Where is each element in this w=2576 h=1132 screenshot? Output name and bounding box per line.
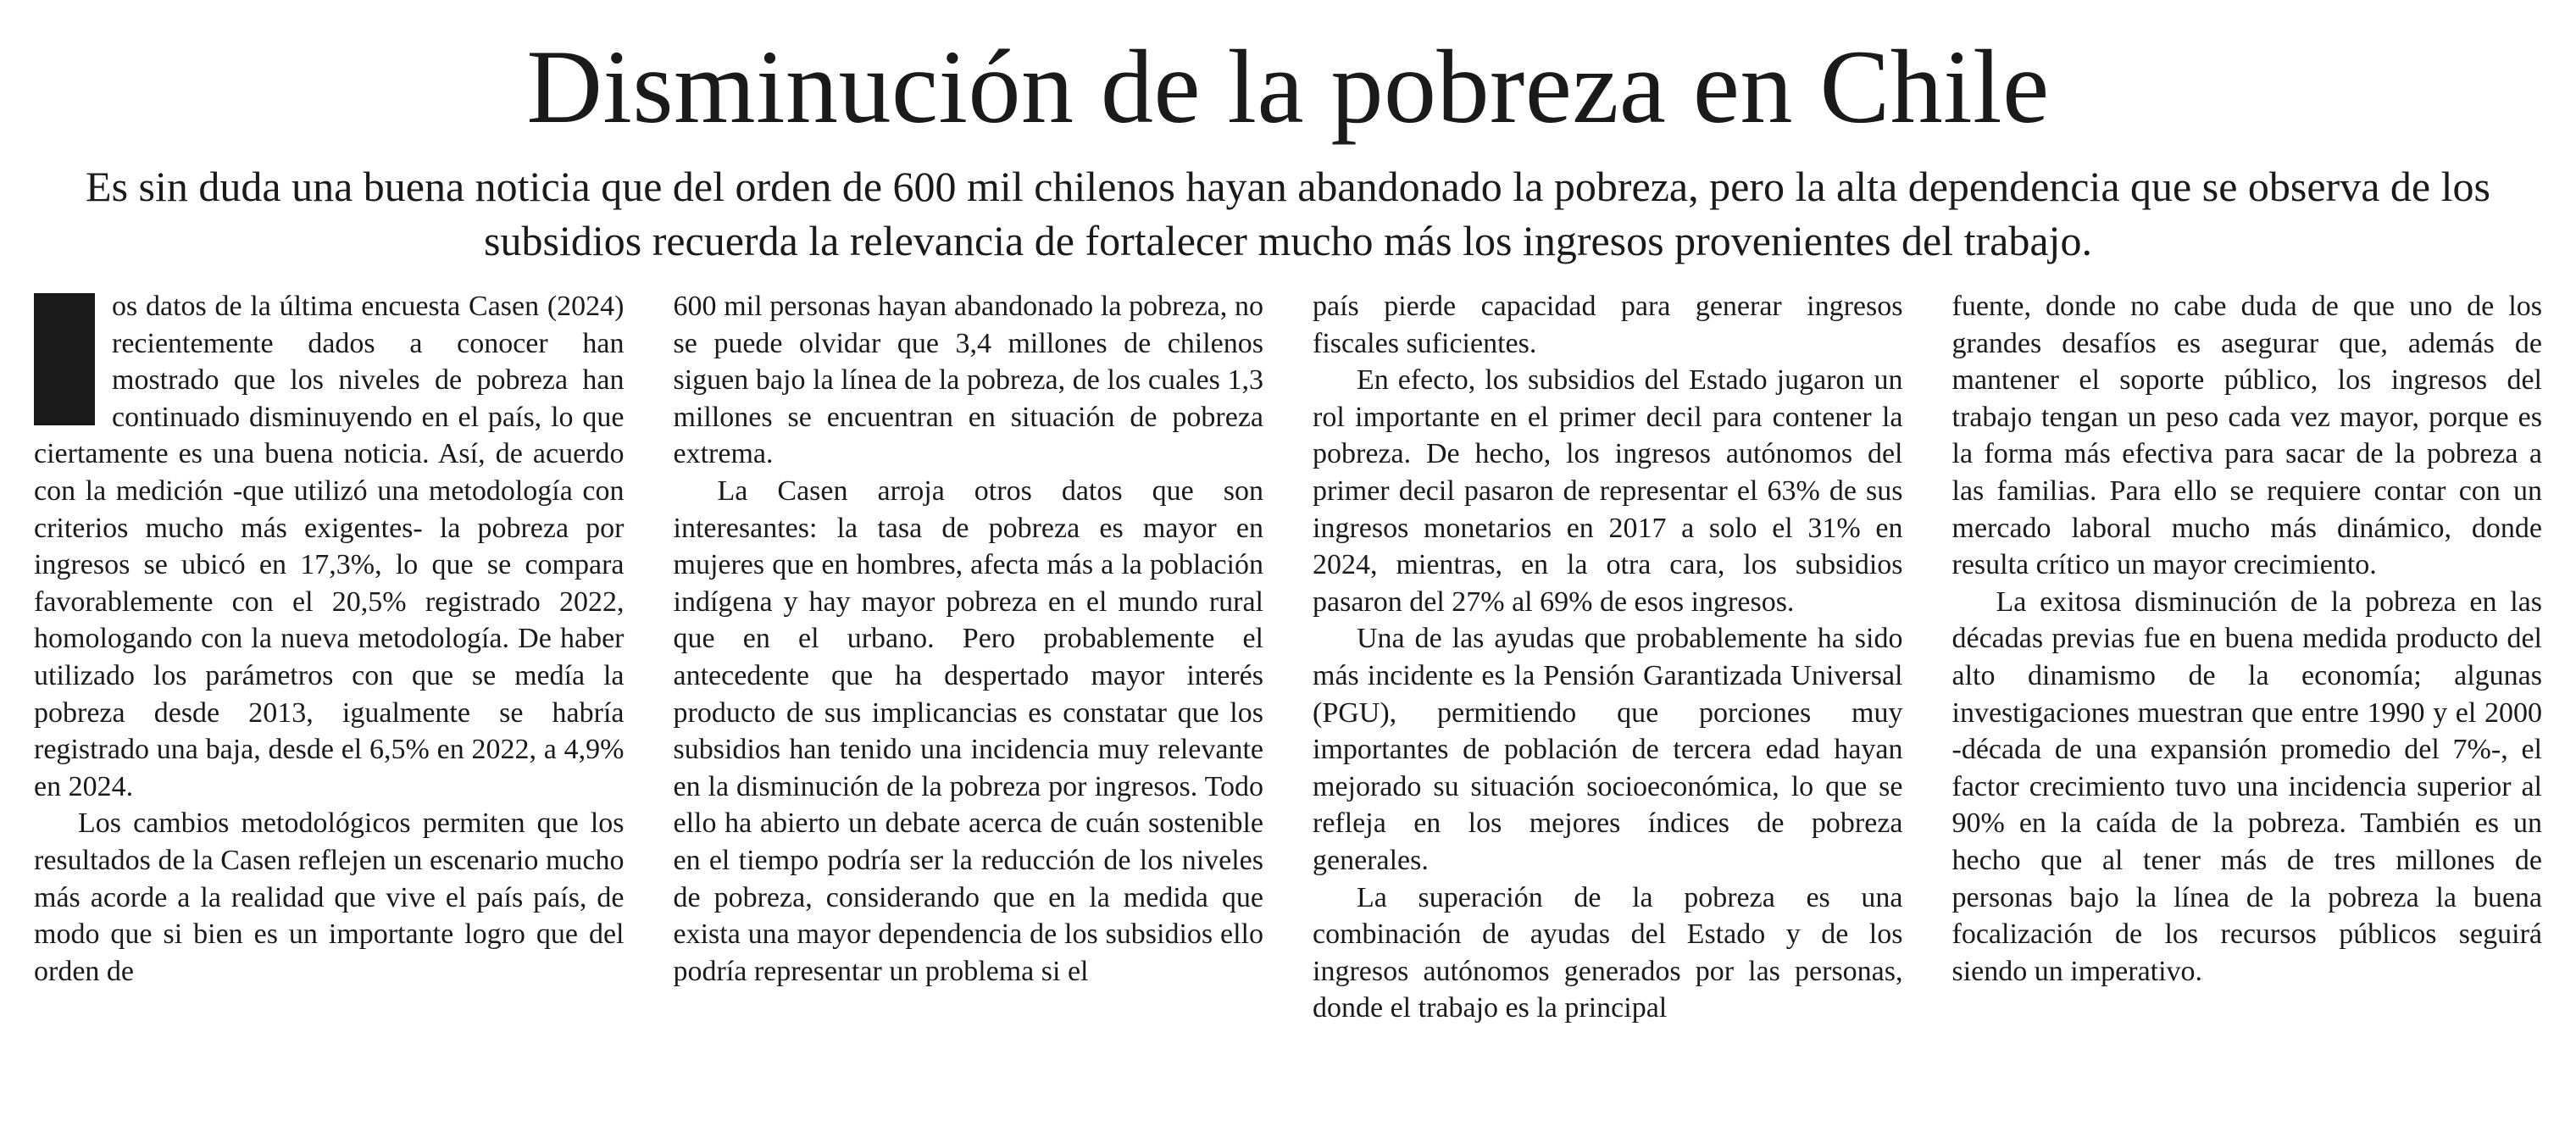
column-2 xyxy=(674,288,1264,1127)
article-headline: Disminución de la pobreza en Chile xyxy=(526,29,2050,145)
article-deck: Es sin duda una buena noticia que del orden de 600 mil chilenos hayan abandonado la pobreza, pero la alta dependencia que se observa de los subsidios recuerda la relevancia de fortalecer mucho más los ingresos provenientes del trabajo. xyxy=(86,163,2490,264)
paragraph: país pierde capacidad para generar ingresos fiscales suficientes. xyxy=(1313,291,1903,359)
article-body xyxy=(34,288,2542,1127)
paragraph: 600 mil personas hayan abandonado la pobreza, no se puede olvidar que 3,4 millones de chilenos siguen bajo la línea de la pobreza, de los cuales 1,3 millones se encuentran en situación de pobreza extrema. xyxy=(673,291,1263,470)
paragraph: Los cambios metodológicos permiten que los resultados de la Casen reflejen un escenario mucho más acorde a la realidad que vive el país país, de modo que si bien es un importante logro que del orden de xyxy=(34,807,625,987)
paragraph: La exitosa disminución de la pobreza en las décadas previas fue en buena medida producto del alto dinamismo de la economía; algunas investigaciones muestran que entre 1990 y el 2000 -década de una expansión promedio del 7%-, el factor crecimiento tuvo una incidencia superior al 90% en la caída de la pobreza. También es un hecho que al tener más de tres millones de personas bajo la línea de la pobreza la buena focalización de los recursos públicos seguirá siendo un imperativo. xyxy=(1951,585,2542,987)
dropcap-l xyxy=(34,293,95,425)
column-3 xyxy=(1313,288,1903,1127)
paragraph: fuente, donde no cabe duda de que uno de los grandes desafíos es asegurar que, además de mantener el soporte público, los ingresos del trabajo tengan un peso cada vez mayor, porque es la forma más efectiva para sacar de la pobreza a las familias. Para ello se requiere contar con un mercado laboral mucho más dinámico, donde resulta crítico un mayor crecimiento. xyxy=(1951,291,2542,581)
paragraph: En efecto, los subsidios del Estado jugaron un rol importante en el primer decil para contener la pobreza. De hecho, los ingresos autónomos del primer decil pasaron de representar el 63% de sus ingresos monetarios en 2017 a solo el 31% en 2024, mientras, en la otra cara, los subsidios pasaron del 27% al 69% de esos ingresos. xyxy=(1313,364,1903,618)
paragraph: os datos de la última encuesta Casen (2024) recientemente dados a conocer han mostrado que los niveles de pobreza han continuado disminuyendo en el país, lo que ciertamente es una buena noticia. Así, de acuerdo con la medición -que utilizó una metodología con criterios mucho más exigentes- la pobreza por ingresos se ubicó en 17,3%, lo que se compara favorablemente con el 20,5% registrado 2022, homologando con la nueva metodología. De haber utilizado los parámetros con que se medía la pobreza desde 2013, igualmente se habría registrado una baja, desde el 6,5% en 2022, a 4,9% en 2024. xyxy=(34,291,625,802)
paragraph: La superación de la pobreza es una combinación de ayudas del Estado y de los ingresos autónomos generados por las personas, donde el trabajo es la principal xyxy=(1313,881,1903,1024)
column-4 xyxy=(1952,288,2543,1127)
paragraph: Una de las ayudas que probablemente ha sido más incidente es la Pensión Garantizada Universal (PGU), permitiendo que porciones muy importantes de población de tercera edad hayan mejorado su situación socioeconómica, lo que se refleja en los mejores índices de pobreza generales. xyxy=(1313,623,1903,876)
column-1 xyxy=(34,288,625,1127)
paragraph: La Casen arroja otros datos que son interesantes: la tasa de pobreza es mayor en mujeres que en hombres, afecta más a la población indígena y hay mayor pobreza en el mundo rural que en el urbano. Pero probablemente el antecedente que ha despertado mayor interés producto de sus implicancias es constatar que los subsidios han tenido una incidencia muy relevante en la disminución de la pobreza por ingresos. Todo ello ha abierto un debate acerca de cuán sostenible en el tiempo podría ser la reducción de los niveles de pobreza, considerando que en la medida que exista una mayor dependencia de los subsidios ello podría representar un problema si el xyxy=(673,474,1263,987)
dropcap-letter xyxy=(34,293,95,425)
